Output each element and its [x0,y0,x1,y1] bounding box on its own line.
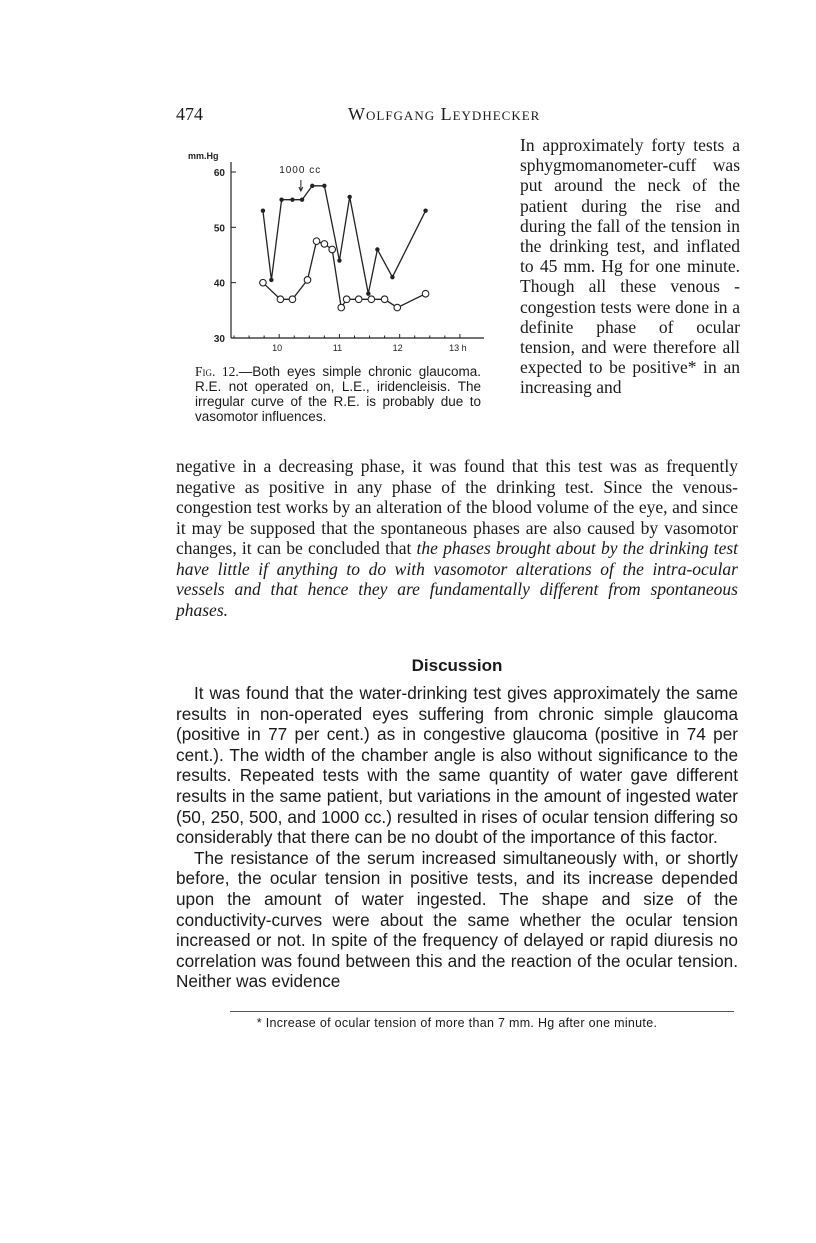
right-column-paragraph: In approximately forty tests a sphygmomanometer-cuff was put around the neck of the patient during the rise and during the fall of the tension in the drinking test, and inflated to 45 mm. Hg for one minute. Though all these venous - congestion tests were done in a definite phase of ocular tension, and were therefore all expected to be positive* in an increasing and [520,135,740,398]
discussion-paragraph-1: It was found that the water-drinking test gives approximately the same results in non-operated eyes suffering from chronic simple glaucoma (positive in 77 per cent.) as in congestive glaucoma (positive in 74 per cent.). The width of the chamber angle is also without significance to the results. Repeated tests with the same quantity of water gave different results in the same patient, but variations in the amount of ingested water (50, 250, 500, and 1000 cc.) resulted in rises of ocular tension differing so considerably that there can be no doubt of the importance of this factor. [176,683,738,848]
x-tick-label: 11 [332,343,343,353]
data-point-right-eye [366,292,370,296]
annotation-1000cc: 1000 cc [279,165,322,176]
data-point-left-eye [355,296,362,303]
page-number: 474 [176,104,203,124]
y-tick-label: 50 [213,223,225,235]
data-point-left-eye [260,279,267,286]
right-column-text [520,135,740,398]
x-tick-label: 12 [392,343,403,353]
data-point-left-eye [304,277,311,284]
data-point-left-eye [277,296,284,303]
data-point-right-eye [279,197,283,201]
x-tick-label: 10 [272,343,283,353]
body-paragraph [176,456,738,620]
body-continuation [176,456,738,620]
y-axis-label: mm.Hg [188,151,219,161]
data-point-left-eye [329,246,336,253]
figure-caption [195,364,481,424]
data-point-left-eye [313,238,320,245]
data-point-left-eye [422,290,429,297]
body-continuation-text: negative in a decreasing phase, it was found that this test was as frequently negative as positive in any phase of the drinking test. Since the venous-congestion test works by an alteration of the blood volume of the eye, and since it may be supposed that the spontaneous phases are also caused by vasomotor changes, it can be concluded that [176,456,738,558]
data-point-left-eye [368,296,375,303]
data-point-left-eye [394,304,401,311]
series-line-right-eye [263,186,426,294]
footnote: * Increase of ocular tension of more than 7 mm. Hg after one minute. [256,1016,658,1030]
data-point-left-eye [338,304,345,311]
y-tick-label: 40 [213,278,225,290]
data-point-left-eye [289,296,296,303]
data-point-right-eye [322,184,326,188]
data-point-right-eye [347,195,351,199]
discussion-text [176,683,738,992]
data-point-right-eye [300,197,304,201]
data-point-right-eye [375,247,379,251]
data-point-left-eye [321,241,328,248]
data-point-right-eye [390,275,394,279]
x-tick-label: 13 h [449,343,467,353]
data-point-left-eye [343,296,350,303]
caption-label: Fig. 12. [195,364,239,379]
y-tick-label: 30 [213,334,225,345]
data-point-right-eye [310,184,314,188]
figure-12 [188,150,494,360]
data-point-right-eye [261,209,265,213]
data-point-left-eye [381,296,388,303]
data-point-right-eye [290,197,294,201]
body-conclusion-italic: the phases brought about by the drinking test have little if anything to do with vasomotor alterations of the intra-ocular vessels and that hence they are fundamentally different from spontaneous phases. [176,538,739,620]
running-head: Wolfgang Leydhecker [348,104,541,124]
data-point-right-eye [423,209,427,213]
footnote-rule [230,1011,734,1012]
section-heading-discussion: Discussion [411,656,503,675]
tension-chart [188,150,494,360]
y-tick-label: 60 [213,168,225,179]
discussion-paragraph-2: The resistance of the serum increased simultaneously with, or shortly before, the ocular tension in positive tests, and its increase depended upon the amount of water ingested. The shape and size of the conductivity-curves were about the same whether the ocular tension increased or not. In spite of the frequency of delayed or rapid diuresis no correlation was found between this and the reaction of the ocular tension. Neither was evidence [176,847,738,992]
caption-text: —Both eyes simple chronic glaucoma. R.E. not operated on, L.E., iridencleisis. The irregular curve of the R.E. is probably due to vasomotor influences. [195,364,481,424]
data-point-right-eye [269,278,273,282]
data-point-right-eye [337,258,341,262]
